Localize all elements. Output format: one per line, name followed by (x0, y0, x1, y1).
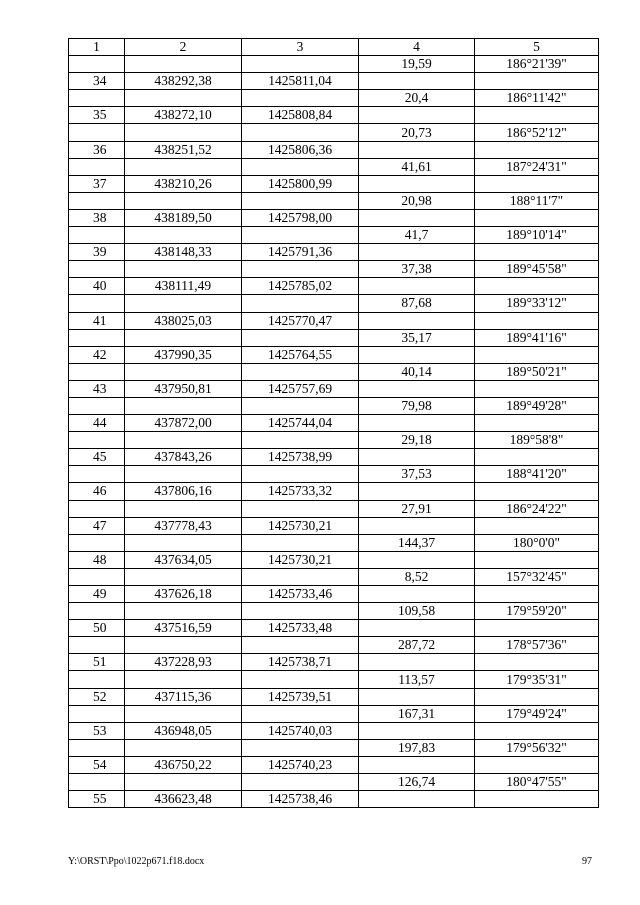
point-number-cell (69, 534, 125, 551)
bearing-cell (475, 278, 599, 295)
bearing-cell (475, 107, 599, 124)
y-coordinate-cell: 1425770,47 (242, 312, 359, 329)
distance-cell (359, 551, 475, 568)
x-coordinate-cell (125, 56, 242, 73)
x-coordinate-cell: 436623,48 (125, 791, 242, 808)
table-row (69, 620, 599, 637)
bearing-cell (475, 517, 599, 534)
y-coordinate-cell: 1425740,03 (242, 722, 359, 739)
bearing-cell: 180°0'0" (475, 534, 599, 551)
point-number-cell: 43 (69, 380, 125, 397)
table-row (69, 739, 599, 756)
table-row (69, 551, 599, 568)
y-coordinate-cell: 1425811,04 (242, 73, 359, 90)
bearing-cell (475, 654, 599, 671)
x-coordinate-cell: 437872,00 (125, 415, 242, 432)
distance-cell: 37,53 (359, 466, 475, 483)
point-number-cell: 47 (69, 517, 125, 534)
point-number-cell: 54 (69, 756, 125, 773)
point-number-cell: 49 (69, 586, 125, 603)
x-coordinate-cell: 437950,81 (125, 380, 242, 397)
x-coordinate-cell (125, 432, 242, 449)
point-number-cell: 45 (69, 449, 125, 466)
distance-cell (359, 654, 475, 671)
y-coordinate-cell (242, 295, 359, 312)
column-header: 4 (359, 39, 475, 56)
y-coordinate-cell: 1425798,00 (242, 209, 359, 226)
table-row (69, 568, 599, 585)
x-coordinate-cell: 437115,36 (125, 688, 242, 705)
table-row (69, 415, 599, 432)
distance-cell: 35,17 (359, 329, 475, 346)
bearing-cell (475, 791, 599, 808)
table-row (69, 449, 599, 466)
distance-cell (359, 688, 475, 705)
x-coordinate-cell: 437228,93 (125, 654, 242, 671)
point-number-cell: 42 (69, 346, 125, 363)
table-row (69, 227, 599, 244)
x-coordinate-cell (125, 397, 242, 414)
bearing-cell (475, 209, 599, 226)
y-coordinate-cell (242, 603, 359, 620)
y-coordinate-cell: 1425806,36 (242, 141, 359, 158)
point-number-cell (69, 603, 125, 620)
distance-cell: 87,68 (359, 295, 475, 312)
y-coordinate-cell (242, 705, 359, 722)
distance-cell (359, 756, 475, 773)
point-number-cell (69, 363, 125, 380)
bearing-cell (475, 244, 599, 261)
bearing-cell: 189°41'16" (475, 329, 599, 346)
point-number-cell (69, 329, 125, 346)
y-coordinate-cell (242, 397, 359, 414)
column-header: 2 (125, 39, 242, 56)
point-number-cell: 38 (69, 209, 125, 226)
x-coordinate-cell: 437634,05 (125, 551, 242, 568)
x-coordinate-cell (125, 329, 242, 346)
point-number-cell: 41 (69, 312, 125, 329)
distance-cell: 27,91 (359, 500, 475, 517)
table-row (69, 500, 599, 517)
point-number-cell: 35 (69, 107, 125, 124)
distance-cell (359, 415, 475, 432)
distance-cell (359, 244, 475, 261)
y-coordinate-cell (242, 671, 359, 688)
bearing-cell: 188°41'20" (475, 466, 599, 483)
table-row (69, 654, 599, 671)
y-coordinate-cell: 1425808,84 (242, 107, 359, 124)
point-number-cell: 37 (69, 175, 125, 192)
table-row (69, 705, 599, 722)
table-row (69, 380, 599, 397)
bearing-cell (475, 415, 599, 432)
table-row (69, 261, 599, 278)
table-row (69, 671, 599, 688)
bearing-cell: 187°24'31" (475, 158, 599, 175)
bearing-cell (475, 722, 599, 739)
bearing-cell: 189°10'14" (475, 227, 599, 244)
x-coordinate-cell: 437843,26 (125, 449, 242, 466)
point-number-cell (69, 124, 125, 141)
distance-cell (359, 620, 475, 637)
y-coordinate-cell (242, 124, 359, 141)
y-coordinate-cell: 1425791,36 (242, 244, 359, 261)
table-row (69, 363, 599, 380)
point-number-cell: 34 (69, 73, 125, 90)
distance-cell: 167,31 (359, 705, 475, 722)
distance-cell (359, 722, 475, 739)
point-number-cell: 50 (69, 620, 125, 637)
x-coordinate-cell: 438272,10 (125, 107, 242, 124)
x-coordinate-cell: 438111,49 (125, 278, 242, 295)
table-row (69, 295, 599, 312)
bearing-cell (475, 312, 599, 329)
point-number-cell (69, 261, 125, 278)
point-number-cell (69, 397, 125, 414)
y-coordinate-cell (242, 158, 359, 175)
y-coordinate-cell: 1425738,71 (242, 654, 359, 671)
point-number-cell (69, 90, 125, 107)
distance-cell: 20,73 (359, 124, 475, 141)
table-row (69, 774, 599, 791)
y-coordinate-cell: 1425785,02 (242, 278, 359, 295)
table-row (69, 346, 599, 363)
bearing-cell: 189°33'12" (475, 295, 599, 312)
x-coordinate-cell: 437626,18 (125, 586, 242, 603)
point-number-cell: 46 (69, 483, 125, 500)
bearing-cell (475, 620, 599, 637)
distance-cell: 29,18 (359, 432, 475, 449)
distance-cell: 37,38 (359, 261, 475, 278)
distance-cell (359, 175, 475, 192)
point-number-cell (69, 637, 125, 654)
point-number-cell (69, 671, 125, 688)
x-coordinate-cell: 437990,35 (125, 346, 242, 363)
y-coordinate-cell (242, 774, 359, 791)
distance-cell (359, 209, 475, 226)
table-row (69, 517, 599, 534)
bearing-cell (475, 688, 599, 705)
bearing-cell: 179°56'32" (475, 739, 599, 756)
x-coordinate-cell (125, 261, 242, 278)
point-number-cell (69, 56, 125, 73)
distance-cell: 41,61 (359, 158, 475, 175)
distance-cell: 113,57 (359, 671, 475, 688)
bearing-cell: 179°35'31" (475, 671, 599, 688)
y-coordinate-cell (242, 329, 359, 346)
y-coordinate-cell: 1425739,51 (242, 688, 359, 705)
x-coordinate-cell: 437778,43 (125, 517, 242, 534)
x-coordinate-cell (125, 739, 242, 756)
bearing-cell (475, 346, 599, 363)
y-coordinate-cell (242, 432, 359, 449)
table-row (69, 637, 599, 654)
point-number-cell: 40 (69, 278, 125, 295)
table-row (69, 466, 599, 483)
table-row (69, 722, 599, 739)
bearing-cell: 186°24'22" (475, 500, 599, 517)
table-row (69, 329, 599, 346)
bearing-cell (475, 175, 599, 192)
y-coordinate-cell: 1425800,99 (242, 175, 359, 192)
point-number-cell (69, 568, 125, 585)
x-coordinate-cell: 436948,05 (125, 722, 242, 739)
x-coordinate-cell: 438148,33 (125, 244, 242, 261)
x-coordinate-cell (125, 671, 242, 688)
table-header-row (69, 39, 599, 56)
distance-cell: 19,59 (359, 56, 475, 73)
distance-cell: 197,83 (359, 739, 475, 756)
point-number-cell: 52 (69, 688, 125, 705)
table-row (69, 483, 599, 500)
point-number-cell: 48 (69, 551, 125, 568)
bearing-cell: 188°11'7" (475, 192, 599, 209)
y-coordinate-cell: 1425738,99 (242, 449, 359, 466)
table-row (69, 603, 599, 620)
distance-cell: 79,98 (359, 397, 475, 414)
table-body (69, 56, 599, 808)
y-coordinate-cell (242, 466, 359, 483)
x-coordinate-cell (125, 295, 242, 312)
bearing-cell: 189°45'58" (475, 261, 599, 278)
y-coordinate-cell (242, 534, 359, 551)
coordinates-table (68, 38, 599, 808)
table-row (69, 397, 599, 414)
table-row (69, 432, 599, 449)
page-number: 97 (582, 856, 592, 867)
bearing-cell: 186°52'12" (475, 124, 599, 141)
bearing-cell (475, 586, 599, 603)
y-coordinate-cell (242, 192, 359, 209)
point-number-cell (69, 705, 125, 722)
point-number-cell (69, 158, 125, 175)
x-coordinate-cell: 438189,50 (125, 209, 242, 226)
x-coordinate-cell: 438292,38 (125, 73, 242, 90)
y-coordinate-cell: 1425733,48 (242, 620, 359, 637)
y-coordinate-cell: 1425733,32 (242, 483, 359, 500)
y-coordinate-cell (242, 500, 359, 517)
x-coordinate-cell (125, 227, 242, 244)
x-coordinate-cell (125, 90, 242, 107)
y-coordinate-cell: 1425733,46 (242, 586, 359, 603)
table-row (69, 141, 599, 158)
distance-cell (359, 517, 475, 534)
x-coordinate-cell (125, 363, 242, 380)
x-coordinate-cell (125, 637, 242, 654)
y-coordinate-cell: 1425738,46 (242, 791, 359, 808)
x-coordinate-cell: 438025,03 (125, 312, 242, 329)
footer-file-path: Y:\ORST\Ppo\1022p671.f18.docx (68, 856, 205, 867)
distance-cell (359, 278, 475, 295)
x-coordinate-cell (125, 158, 242, 175)
x-coordinate-cell (125, 124, 242, 141)
distance-cell: 287,72 (359, 637, 475, 654)
x-coordinate-cell: 438210,26 (125, 175, 242, 192)
distance-cell (359, 107, 475, 124)
table-row (69, 756, 599, 773)
table-row (69, 244, 599, 261)
point-number-cell (69, 500, 125, 517)
distance-cell (359, 141, 475, 158)
point-number-cell (69, 295, 125, 312)
y-coordinate-cell (242, 90, 359, 107)
x-coordinate-cell: 438251,52 (125, 141, 242, 158)
point-number-cell (69, 739, 125, 756)
distance-cell: 126,74 (359, 774, 475, 791)
table-row (69, 192, 599, 209)
x-coordinate-cell (125, 500, 242, 517)
distance-cell (359, 483, 475, 500)
table-row (69, 107, 599, 124)
distance-cell (359, 346, 475, 363)
y-coordinate-cell (242, 739, 359, 756)
point-number-cell (69, 432, 125, 449)
distance-cell: 40,14 (359, 363, 475, 380)
x-coordinate-cell (125, 568, 242, 585)
table-row (69, 90, 599, 107)
table-row (69, 586, 599, 603)
y-coordinate-cell (242, 363, 359, 380)
y-coordinate-cell (242, 227, 359, 244)
y-coordinate-cell: 1425730,21 (242, 517, 359, 534)
table-row (69, 688, 599, 705)
distance-cell (359, 312, 475, 329)
bearing-cell: 178°57'36" (475, 637, 599, 654)
distance-cell: 109,58 (359, 603, 475, 620)
y-coordinate-cell (242, 637, 359, 654)
distance-cell (359, 380, 475, 397)
bearing-cell (475, 73, 599, 90)
point-number-cell (69, 192, 125, 209)
point-number-cell (69, 774, 125, 791)
bearing-cell: 186°11'42" (475, 90, 599, 107)
distance-cell: 20,98 (359, 192, 475, 209)
x-coordinate-cell: 436750,22 (125, 756, 242, 773)
column-header: 1 (69, 39, 125, 56)
bearing-cell: 157°32'45" (475, 568, 599, 585)
y-coordinate-cell: 1425757,69 (242, 380, 359, 397)
distance-cell (359, 73, 475, 90)
bearing-cell: 189°50'21" (475, 363, 599, 380)
point-number-cell: 44 (69, 415, 125, 432)
x-coordinate-cell (125, 534, 242, 551)
point-number-cell (69, 466, 125, 483)
table-row (69, 209, 599, 226)
point-number-cell: 55 (69, 791, 125, 808)
bearing-cell: 180°47'55" (475, 774, 599, 791)
distance-cell: 8,52 (359, 568, 475, 585)
bearing-cell (475, 141, 599, 158)
point-number-cell: 36 (69, 141, 125, 158)
table-row (69, 56, 599, 73)
distance-cell: 41,7 (359, 227, 475, 244)
bearing-cell (475, 483, 599, 500)
distance-cell: 20,4 (359, 90, 475, 107)
x-coordinate-cell: 437806,16 (125, 483, 242, 500)
table-row (69, 791, 599, 808)
table-row (69, 124, 599, 141)
x-coordinate-cell (125, 466, 242, 483)
table-row (69, 175, 599, 192)
x-coordinate-cell (125, 705, 242, 722)
table-row (69, 158, 599, 175)
bearing-cell: 189°58'8" (475, 432, 599, 449)
bearing-cell: 179°59'20" (475, 603, 599, 620)
bearing-cell (475, 756, 599, 773)
x-coordinate-cell: 437516,59 (125, 620, 242, 637)
point-number-cell: 51 (69, 654, 125, 671)
table-row (69, 73, 599, 90)
column-header: 5 (475, 39, 599, 56)
table-row (69, 278, 599, 295)
y-coordinate-cell: 1425744,04 (242, 415, 359, 432)
y-coordinate-cell: 1425730,21 (242, 551, 359, 568)
distance-cell: 144,37 (359, 534, 475, 551)
point-number-cell: 39 (69, 244, 125, 261)
distance-cell (359, 449, 475, 466)
table-row (69, 534, 599, 551)
bearing-cell: 179°49'24" (475, 705, 599, 722)
point-number-cell (69, 227, 125, 244)
table-row (69, 312, 599, 329)
y-coordinate-cell (242, 568, 359, 585)
point-number-cell: 53 (69, 722, 125, 739)
y-coordinate-cell: 1425740,23 (242, 756, 359, 773)
column-header: 3 (242, 39, 359, 56)
bearing-cell: 189°49'28" (475, 397, 599, 414)
x-coordinate-cell (125, 192, 242, 209)
x-coordinate-cell (125, 774, 242, 791)
bearing-cell (475, 551, 599, 568)
bearing-cell (475, 380, 599, 397)
x-coordinate-cell (125, 603, 242, 620)
distance-cell (359, 586, 475, 603)
distance-cell (359, 791, 475, 808)
y-coordinate-cell (242, 261, 359, 278)
y-coordinate-cell (242, 56, 359, 73)
bearing-cell (475, 449, 599, 466)
y-coordinate-cell: 1425764,55 (242, 346, 359, 363)
bearing-cell: 186°21'39" (475, 56, 599, 73)
